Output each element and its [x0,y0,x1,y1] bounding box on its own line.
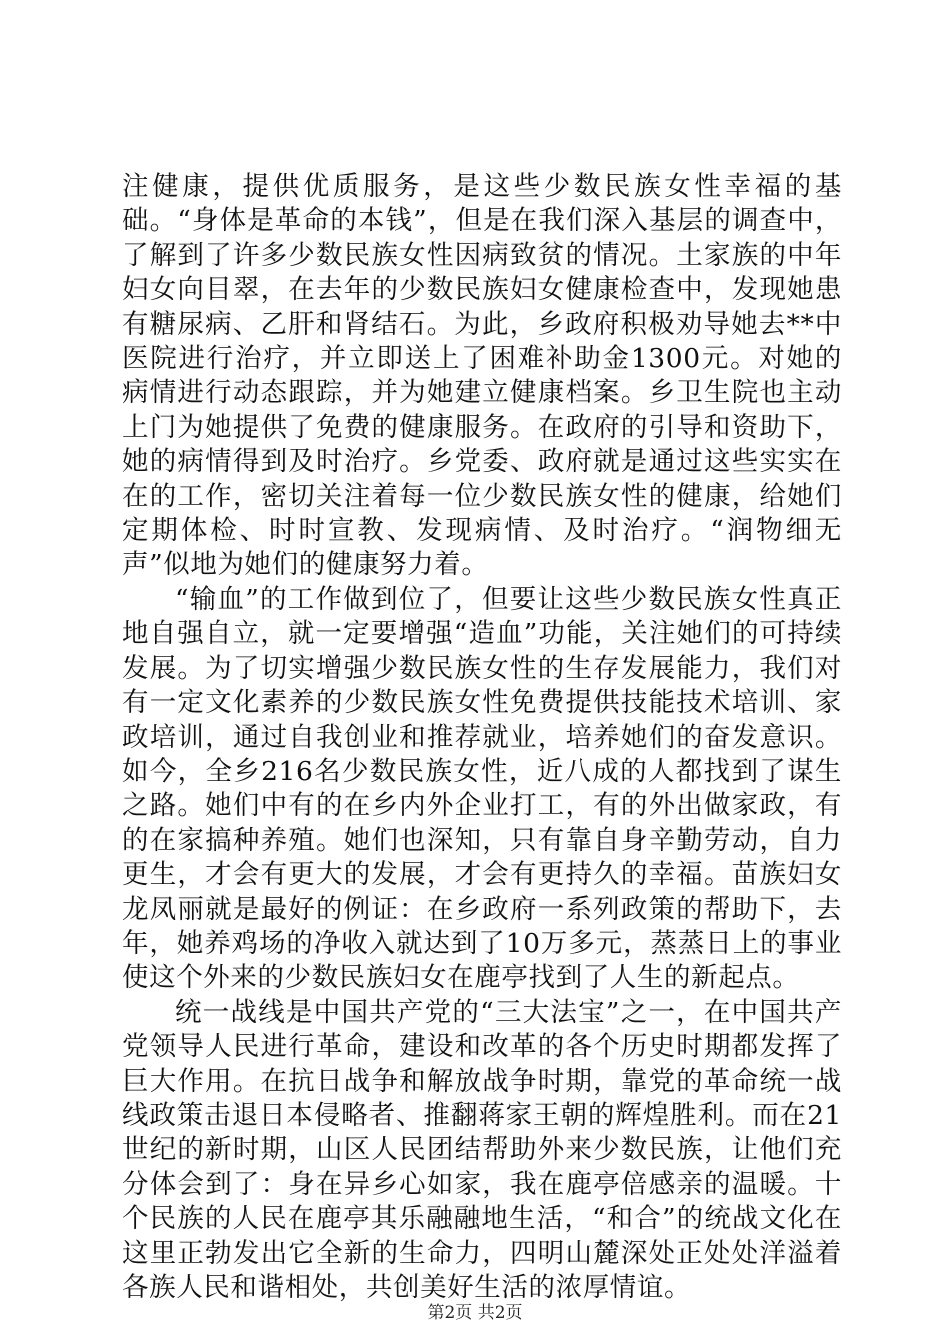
page-number-footer: 第2页 共2页 [427,1303,523,1323]
paragraph-development: “输血”的工作做到位了，但要让这些少数民族女性真正地自强自立，就一定要增强“造血”功能，关注她们的可持续发展。为了切实增强少数民族女性的生存发展能力，我们对有一定文化素养的少数民族女性免费提供技能技术培训、家政培训，通过自我创业和推荐就业，培养她们的奋发意识。如今，全乡216名少数民族女性，近八成的人都找到了谋生之路。她们中有的在乡内外企业打工，有的外出做家政，有的在家搞种养殖。她们也深知，只有靠自身辛勤劳动，自力更生，才会有更大的发展，才会有更持久的幸福。苗族妇女龙凤丽就是最好的例证：在乡政府一系列政策的帮助下，去年，她养鸡场的净收入就达到了10万多元，蒸蒸日上的事业使这个外来的少数民族妇女在鹿亭找到了人生的新起点。 [122,583,842,994]
paragraph-health: 注健康，提供优质服务，是这些少数民族女性幸福的基础。“身体是革命的本钱”，但是在我们深入基层的调查中，了解到了许多少数民族女性因病致贫的情况。土家族的中年妇女向目翠，在去年的少数民族妇女健康检查中，发现她患有糖尿病、乙肝和肾结石。为此，乡政府积极劝导她去**中医院进行治疗，并立即送上了困难补助金1300元。对她的病情进行动态跟踪，并为她建立健康档案。乡卫生院也主动上门为她提供了免费的健康服务。在政府的引导和资助下，她的病情得到及时治疗。乡党委、政府就是通过这些实实在在的工作，密切关注着每一位少数民族女性的健康，给她们定期体检、时时宣教、发现病情、及时治疗。“润物细无声”似地为她们的健康努力着。 [122,171,842,581]
paragraph-united-front: 统一战线是中国共产党的“三大法宝”之一，在中国共产党领导人民进行革命，建设和改革的各个历史时期都发挥了巨大作用。在抗日战争和解放战争时期，靠党的革命统一战线政策击退日本侵略者、推翻蒋家王朝的辉煌胜利。而在21世纪的新时期，山区人民团结帮助外来少数民族，让他们充分体会到了：身在异乡心如家，我在鹿亭倍感亲的温暖。十个民族的人民在鹿亭其乐融融地生活，“和合”的统战文化在这里正勃发出它全新的生命力，四明山麓深处正处处洋溢着各族人民和谐相处，共创美好生活的浓厚情谊。 [122,996,842,1303]
document-body [122,170,842,1305]
